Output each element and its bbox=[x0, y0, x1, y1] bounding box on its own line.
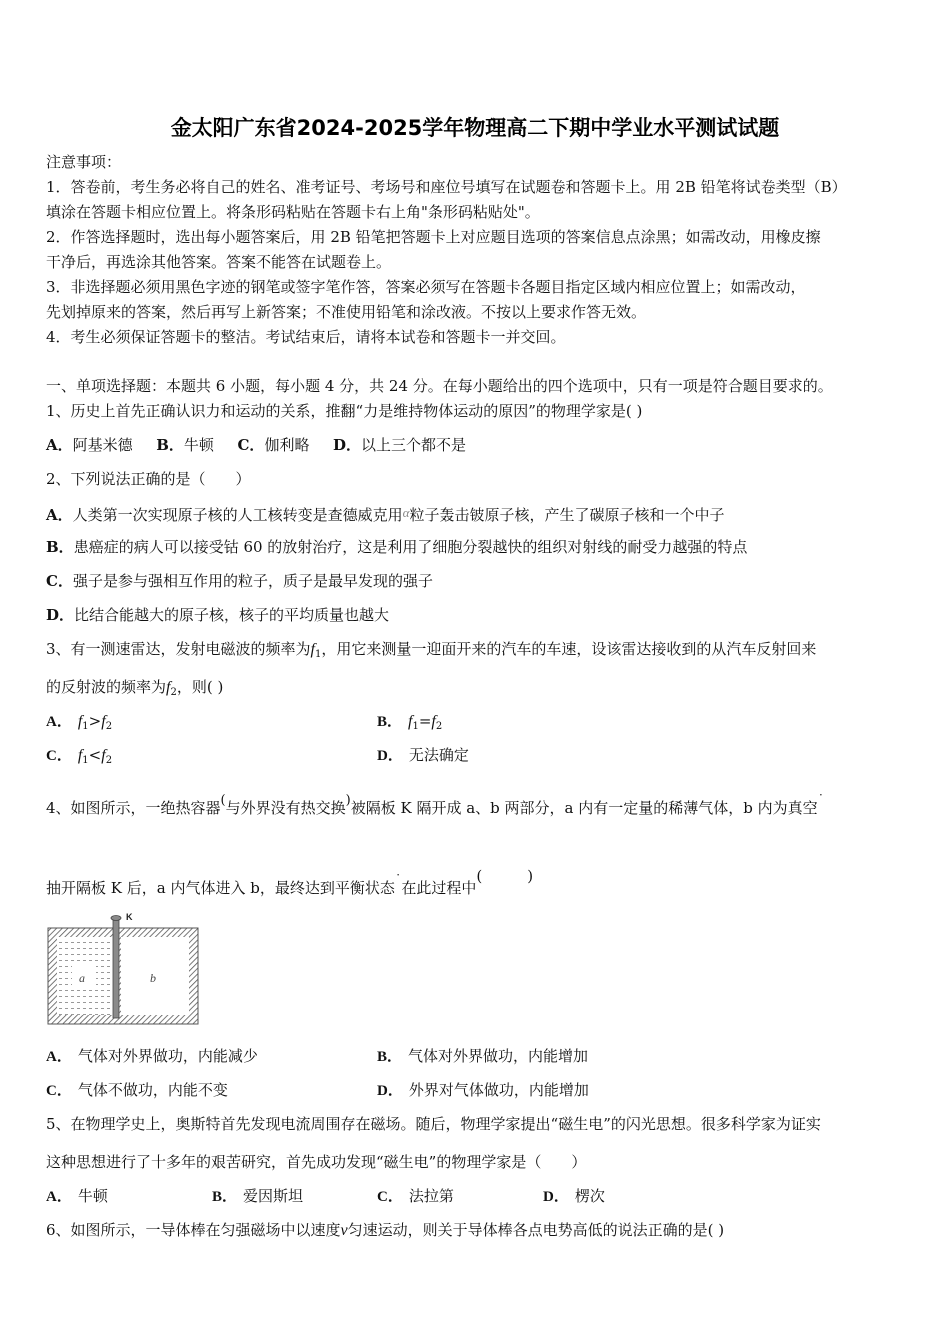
question-3-option-b[interactable]: B． $f_1=f_2$ bbox=[377, 712, 443, 732]
question-5-stem-line2: 这种思想进行了十多年的艰苦研究，首先成功发现“磁生电”的物理学家是（ ） bbox=[46, 1153, 587, 1171]
insulated-container-figure bbox=[46, 910, 202, 1026]
question-5-option-c[interactable]: C． 法拉第 bbox=[377, 1187, 454, 1205]
notice-line: 填涂在答题卡相应位置上。将条形码粘贴在答题卡右上角"条形码粘贴处"。 bbox=[46, 203, 540, 221]
question-2-option-b[interactable]: B．患癌症的病人可以接受钴 60 的放射治疗，这是利用了细胞分裂越快的组织对射线的耐受力越强的特点 bbox=[46, 538, 748, 556]
question-6-stem: 6、如图所示，一导体棒在匀强磁场中以速度v匀速运动，则关于导体棒各点电势高低的说法正确的是( ) bbox=[46, 1221, 725, 1239]
notice-line: 4．考生必须保证答题卡的整洁。考试结束后，请将本试卷和答题卡一并交回。 bbox=[46, 328, 566, 346]
question-2-stem: 2、下列说法正确的是（ ） bbox=[46, 470, 251, 488]
option-d[interactable]: D．以上三个都不是 bbox=[333, 436, 467, 454]
question-5-option-d[interactable]: D． 楞次 bbox=[543, 1187, 605, 1205]
section-heading: 一、单项选择题：本题共 6 小题，每小题 4 分，共 24 分。在每小题给出的四个选项中，只有一项是符合题目要求的。 bbox=[46, 377, 833, 395]
question-3-option-a[interactable]: A． $f_1>f_2$ bbox=[46, 712, 113, 732]
notice-line: 干净后，再选涂其他答案。答案不能答在试题卷上。 bbox=[46, 253, 392, 271]
notice-line: 先划掉原来的答案，然后再写上新答案；不准使用铅笔和涂改液。不按以上要求作答无效。 bbox=[46, 303, 647, 321]
page-title: 金太阳广东省2024-2025学年物理高二下期中学业水平测试试题 bbox=[170, 116, 780, 140]
question-1-options bbox=[46, 435, 466, 455]
alpha-symbol: α bbox=[402, 505, 410, 520]
question-5-option-b[interactable]: B． 爱因斯坦 bbox=[212, 1187, 304, 1205]
question-4-stem-line2: 抽开隔板 K 后，a 内气体进入 b，最终达到平衡状态˙在此过程中( ) bbox=[46, 867, 534, 897]
question-3-option-c[interactable]: C． $f_1<f_2$ bbox=[46, 746, 113, 766]
question-4-option-c[interactable]: C． 气体不做功，内能不变 bbox=[46, 1081, 228, 1099]
question-4-stem-line1: 4、如图所示，一绝热容器(与外界没有热交换)被隔板 K 隔开成 a、b 两部分，a 内有一定量的稀薄气体，b 内为真空˙ bbox=[46, 793, 825, 817]
chamber-a-label: a bbox=[79, 971, 85, 985]
notice-line: 2．作答选择题时，选出每小题答案后，用 2B 铅笔把答题卡上对应题目选项的答案信息点涂黑；如需改动，用橡皮擦 bbox=[46, 228, 821, 246]
question-3-stem-line1: 3、有一测速雷达，发射电磁波的频率为$f_1$，用它来测量一迎面开来的汽车的车速，设该雷达接收到的从汽车反射回来 bbox=[46, 640, 817, 660]
question-2-option-a[interactable]: A．人类第一次实现原子核的人工核转变是查德威克用α粒子轰击铍原子核，产生了碳原子核和一个中子 bbox=[46, 505, 725, 524]
question-3-option-d[interactable]: D． 无法确定 bbox=[377, 746, 469, 764]
question-2-option-d[interactable]: D．比结合能越大的原子核，核子的平均质量也越大 bbox=[46, 606, 390, 624]
chamber-b-label: b bbox=[150, 971, 156, 985]
notice-line: 3．非选择题必须用黑色字迹的钢笔或签字笔作答，答案必须写在答题卡各题目指定区域内相应位置上；如需改动， bbox=[46, 278, 806, 296]
option-b[interactable]: B．牛顿 bbox=[156, 436, 214, 454]
notice-line: 1．答卷前，考生务必将自己的姓名、准考证号、考场号和座位号填写在试题卷和答题卡上。用 2B 铅笔将试卷类型（B） bbox=[46, 178, 847, 196]
notice-heading: 注意事项： bbox=[46, 153, 122, 171]
question-5-option-a[interactable]: A． 牛顿 bbox=[46, 1187, 108, 1205]
question-2-option-c[interactable]: C．强子是参与强相互作用的粒子，质子是最早发现的强子 bbox=[46, 572, 433, 590]
question-4-option-b[interactable]: B． 气体对外界做功，内能增加 bbox=[377, 1047, 589, 1065]
question-1-stem: 1、历史上首先正确认识力和运动的关系，推翻“力是维持物体运动的原因”的物理学家是( ) bbox=[46, 402, 643, 420]
option-c[interactable]: C．伽利略 bbox=[237, 436, 310, 454]
question-5-stem-line1: 5、在物理学史上，奥斯特首先发现电流周围存在磁场。随后，物理学家提出“磁生电”的闪光思想。很多科学家为证实 bbox=[46, 1115, 821, 1133]
question-4-option-a[interactable]: A． 气体对外界做功，内能减少 bbox=[46, 1047, 258, 1065]
partition-k-label: K bbox=[126, 912, 133, 922]
option-a[interactable]: A．阿基米德 bbox=[46, 436, 133, 454]
question-3-stem-line2: 的反射波的频率为$f_2$，则( ) bbox=[46, 678, 224, 698]
question-4-option-d[interactable]: D． 外界对气体做功，内能增加 bbox=[377, 1081, 589, 1099]
